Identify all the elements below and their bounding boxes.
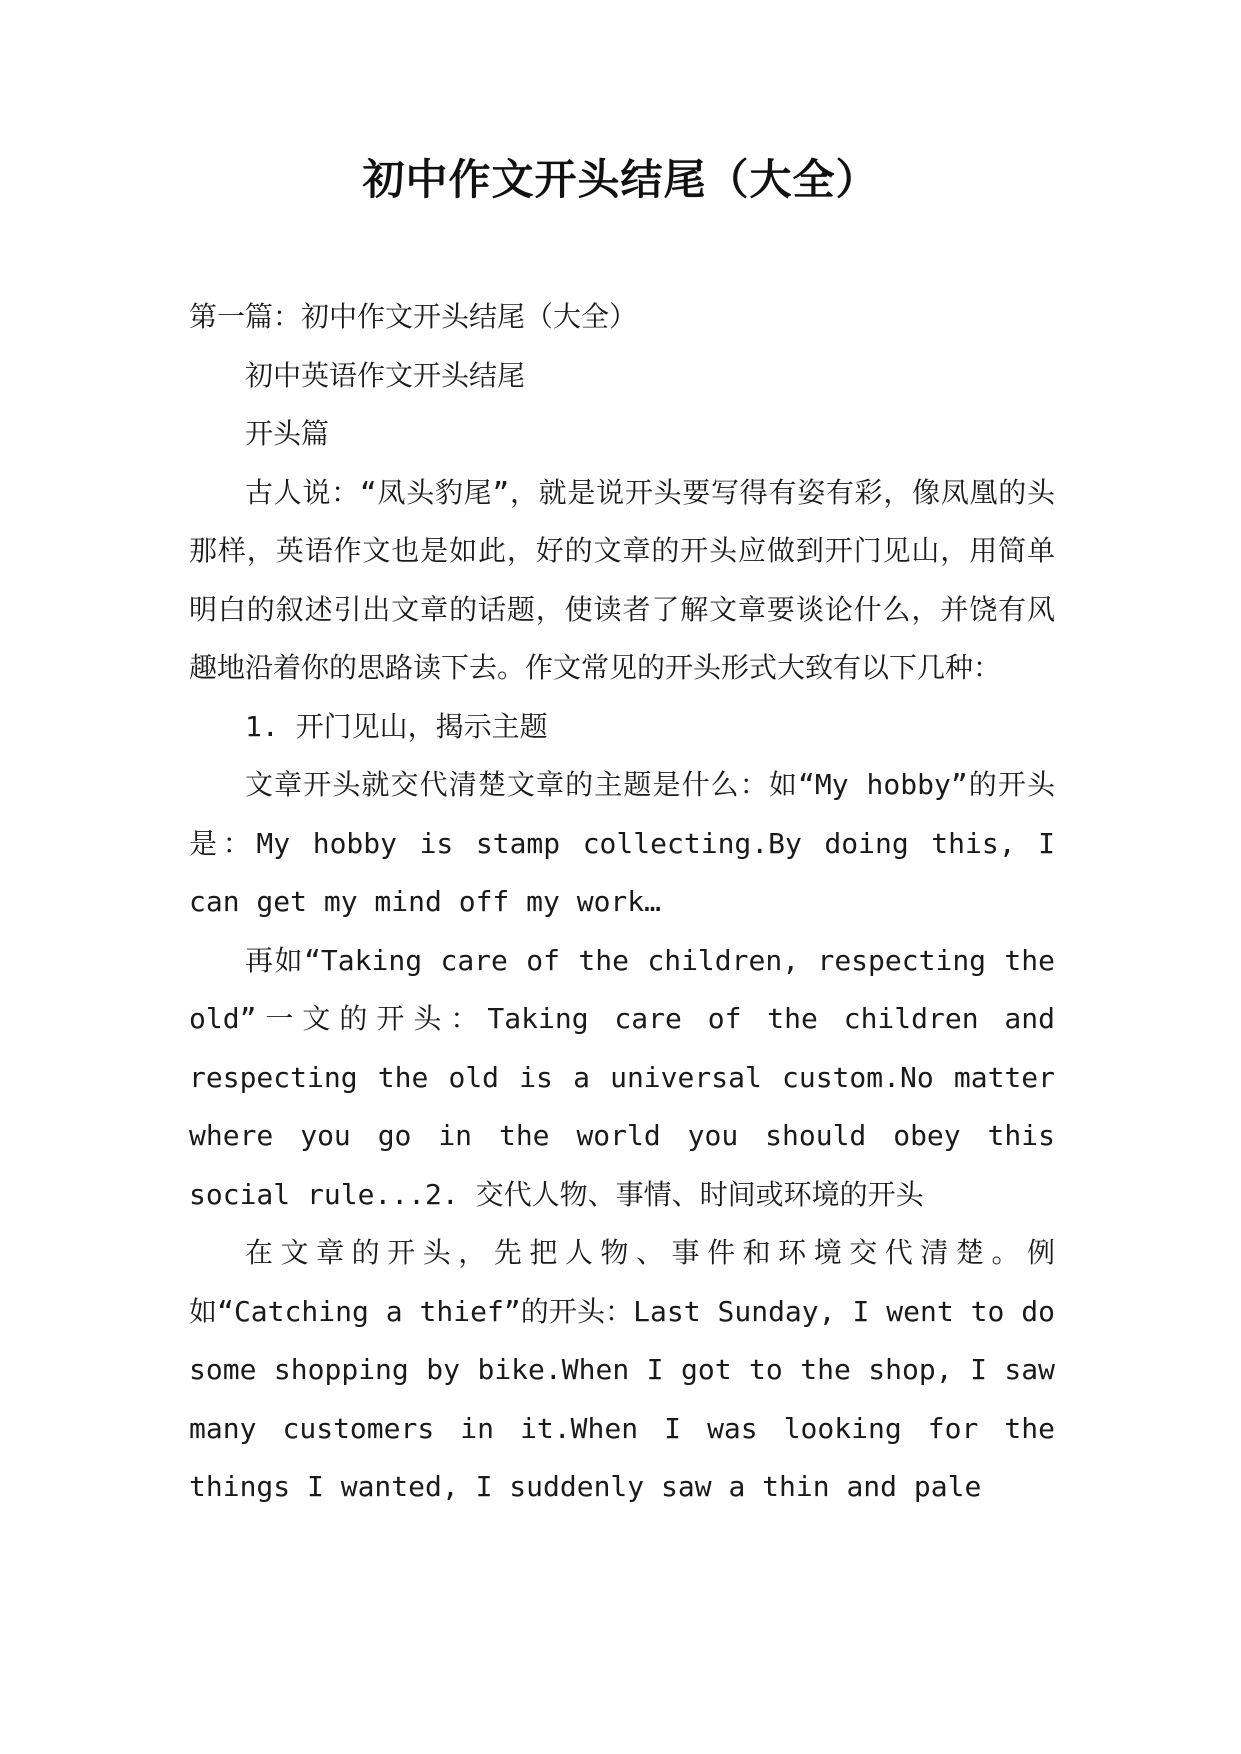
numbered-heading: 1. 开门见山，揭示主题 bbox=[245, 709, 548, 743]
document-body bbox=[189, 288, 1055, 1517]
paragraph: 文章开头就交代清楚文章的主题是什么：如“My hobby”的开头是：My hobby is stamp collecting.By doing this, I can get my mind off my work… bbox=[189, 768, 1055, 918]
part-heading: 开头篇 bbox=[245, 417, 330, 450]
subtitle: 初中英语作文开头结尾 bbox=[245, 358, 526, 392]
paragraph: 古人说：“凤头豹尾”，就是说开头要写得有姿有彩，像凤凰的头那样，英语作文也是如此，好的文章的开头应做到开门见山，用简单明白的叙述引出文章的话题，使读者了解文章要谈论什么，并饶有风趣地沿着你的思路读下去。作文常见的开头形式大致有以下几种： bbox=[189, 475, 1055, 684]
section-heading: 第一篇：初中作文开头结尾（大全） bbox=[189, 300, 638, 333]
document-title: 初中作文开头结尾（大全） bbox=[362, 155, 879, 204]
paragraph: 再如“Taking care of the children, respecting the old”一文的开头：Taking care of the children and respecting the old is a universal custom.No matter where you go in the world you should obey this social rule...2. 交代人物、事情、时间或环境的开头 bbox=[189, 943, 1055, 1211]
paragraph: 在文章的开头，先把人物、事件和环境交代清楚。例如“Catching a thief”的开头：Last Sunday, I went to do some shopping by bike.When I got to the shop, I saw many customers in it.When I was looking for the things I wanted, I suddenly saw a thin and pale bbox=[189, 1236, 1055, 1503]
